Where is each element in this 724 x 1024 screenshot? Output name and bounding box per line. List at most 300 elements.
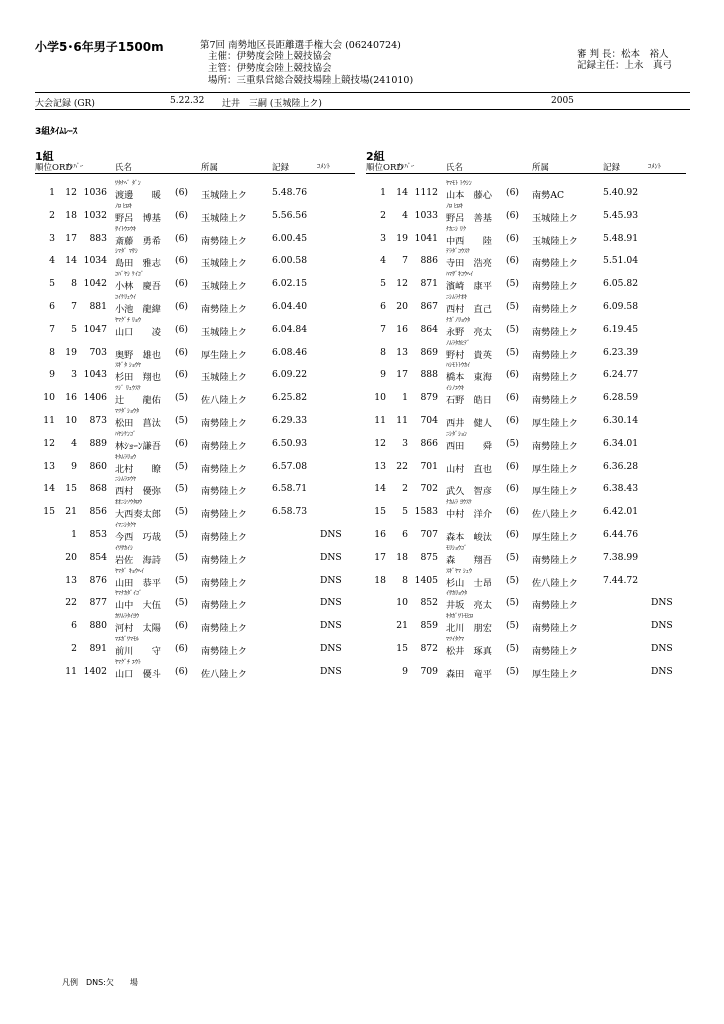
cell-record: 6.34.01 bbox=[603, 437, 639, 449]
cell-team: 南勢陸上ク bbox=[201, 623, 247, 635]
cell-record: 6.50.93 bbox=[272, 437, 308, 449]
cell-ord: 1 bbox=[402, 392, 408, 404]
column-header-team: 所属 bbox=[532, 163, 550, 173]
cell-kana: ﾉﾑﾗﾀｶﾋﾃﾞ bbox=[446, 339, 471, 347]
cell-kana: ｷﾀﾑﾗﾘｮｳ bbox=[115, 453, 137, 461]
cell-grade: (5) bbox=[175, 415, 189, 426]
cell-ord: 6 bbox=[71, 620, 77, 632]
cell-ord: 3 bbox=[71, 369, 77, 381]
cell-team: 厚生陸上ク bbox=[532, 532, 578, 543]
result-row bbox=[35, 499, 365, 529]
cell-team: 玉城陸上ク bbox=[201, 372, 247, 384]
cell-grade: (5) bbox=[506, 301, 520, 312]
cell-grade: (5) bbox=[506, 278, 520, 290]
cell-team: 玉城陸上ク bbox=[201, 258, 247, 270]
cell-rank: 9 bbox=[380, 369, 386, 381]
cell-name: 岩佐 海詩 bbox=[115, 554, 161, 566]
cell-kana: ﾜﾀﾅﾍﾞ ﾀﾞﾝ bbox=[115, 180, 141, 187]
cell-rank: 2 bbox=[49, 209, 55, 221]
cell-rank: 4 bbox=[49, 255, 55, 267]
cell-grade: (5) bbox=[506, 574, 520, 586]
cell-ord: 12 bbox=[396, 278, 408, 290]
cell-team: 玉城陸上ク bbox=[532, 235, 578, 247]
result-row bbox=[366, 590, 696, 620]
cell-record: 6.09.58 bbox=[603, 301, 639, 312]
result-row bbox=[366, 180, 696, 210]
result-row bbox=[366, 202, 696, 233]
cell-no: 702 bbox=[420, 483, 438, 495]
cell-team: 南勢陸上ク bbox=[201, 577, 247, 589]
cell-ord: 16 bbox=[396, 323, 408, 335]
result-row bbox=[35, 476, 365, 506]
cell-comment: DNS bbox=[320, 620, 342, 632]
cell-rank: 5 bbox=[49, 278, 55, 290]
cell-name: 山田 恭平 bbox=[115, 577, 161, 589]
cell-grade: (6) bbox=[175, 323, 189, 335]
cell-ord: 2 bbox=[402, 483, 408, 495]
cell-kana: ﾔﾏﾓﾄ ﾄｳｼﾝ bbox=[446, 180, 472, 187]
cell-rank: 13 bbox=[374, 460, 386, 472]
cell-name: 野呂 善基 bbox=[446, 212, 492, 224]
column-header-rank-ord: 順位ORD bbox=[366, 163, 404, 173]
result-row bbox=[35, 294, 365, 324]
group-title: 1組 bbox=[35, 150, 54, 163]
result-row bbox=[366, 529, 696, 552]
cell-name: 前川 守 bbox=[115, 646, 161, 657]
cell-ord: 7 bbox=[402, 255, 408, 267]
cell-kana: ｶﾜﾑﾗﾀｲﾖｳ bbox=[115, 613, 140, 621]
cell-no: 1047 bbox=[83, 323, 107, 335]
cell-record: 7.44.72 bbox=[603, 574, 639, 586]
cell-grade: (5) bbox=[506, 620, 520, 632]
cell-rank: 10 bbox=[43, 392, 55, 404]
cell-ord: 1 bbox=[71, 529, 77, 540]
cell-no: 866 bbox=[420, 437, 438, 449]
cell-record: 5.51.04 bbox=[603, 255, 639, 267]
cell-comment: DNS bbox=[320, 643, 342, 654]
cell-team: 佐八陸上ク bbox=[201, 395, 247, 407]
header-rule-top bbox=[35, 92, 690, 93]
cell-no: 873 bbox=[89, 415, 107, 426]
cell-grade: (5) bbox=[506, 597, 520, 609]
cell-team: 南勢陸上ク bbox=[201, 646, 247, 657]
cell-name: 西井 健人 bbox=[446, 418, 492, 429]
cell-ord: 21 bbox=[396, 620, 408, 632]
result-row bbox=[35, 180, 365, 210]
cell-grade: (6) bbox=[175, 255, 189, 267]
cell-rank: 16 bbox=[374, 529, 386, 540]
result-row bbox=[366, 271, 696, 301]
cell-record: 6.58.73 bbox=[272, 506, 308, 518]
cell-name: 山本 藤心 bbox=[446, 190, 492, 201]
cell-record: 6.05.82 bbox=[603, 278, 639, 290]
cell-kana: ﾏﾂﾀﾞｼｮｳﾀ bbox=[115, 408, 140, 415]
cell-grade: (6) bbox=[506, 415, 520, 426]
cell-name: 井坂 亮太 bbox=[446, 600, 492, 612]
cell-name: 永野 亮太 bbox=[446, 326, 492, 338]
cell-team: 厚生陸上ク bbox=[201, 349, 247, 361]
result-row bbox=[35, 544, 365, 575]
result-row bbox=[35, 613, 365, 643]
cell-record: 6.00.45 bbox=[272, 232, 308, 244]
column-header-comment: ｺﾒﾝﾄ bbox=[648, 162, 661, 170]
organizer: 主催：伊勢度会陸上競技協会 bbox=[208, 51, 332, 62]
cell-team: 南勢陸上ク bbox=[532, 372, 578, 384]
cell-team: 南勢陸上ク bbox=[532, 623, 578, 635]
result-row bbox=[366, 294, 696, 324]
cell-comment: DNS bbox=[320, 665, 342, 677]
cell-no: 880 bbox=[89, 620, 107, 632]
cell-name: 斎藤 勇希 bbox=[115, 235, 161, 247]
cell-ord: 16 bbox=[65, 392, 77, 404]
cell-name: 中村 洋介 bbox=[446, 509, 492, 521]
cell-no: 1112 bbox=[414, 187, 438, 198]
cell-no: 1402 bbox=[83, 665, 107, 677]
cell-team: 玉城陸上ク bbox=[201, 212, 247, 224]
cell-grade: (6) bbox=[506, 369, 520, 381]
cell-ord: 15 bbox=[396, 643, 408, 654]
column-header-record: 記録 bbox=[272, 163, 290, 173]
cell-no: 881 bbox=[89, 301, 107, 312]
cell-ord: 18 bbox=[65, 209, 77, 221]
cell-no: 879 bbox=[420, 392, 438, 404]
cell-name: 野村 貴英 bbox=[446, 349, 492, 361]
cell-record: 6.44.76 bbox=[603, 529, 639, 540]
result-row bbox=[366, 461, 696, 484]
cell-comment: DNS bbox=[320, 597, 342, 609]
cell-grade: (6) bbox=[506, 232, 520, 244]
column-header-rule bbox=[366, 173, 686, 174]
cell-no: 852 bbox=[420, 597, 438, 609]
cell-record: 6.08.46 bbox=[272, 346, 308, 358]
cell-name: 山中 大伍 bbox=[115, 600, 161, 612]
cell-no: 1041 bbox=[414, 232, 438, 244]
cell-grade: (6) bbox=[175, 369, 189, 381]
cell-grade: (5) bbox=[175, 460, 189, 472]
cell-name: 橋本 東海 bbox=[446, 372, 492, 384]
cell-no: 853 bbox=[89, 529, 107, 540]
result-row bbox=[366, 415, 696, 438]
cell-name: 石野 皓日 bbox=[446, 395, 492, 407]
cell-grade: (6) bbox=[506, 255, 520, 267]
cell-kana: ﾅｶﾑﾗ ﾖｳｽｹ bbox=[446, 499, 472, 507]
cell-ord: 8 bbox=[402, 574, 408, 586]
cell-kana: ｺﾊﾞﾔｼ ｹｲｺﾞ bbox=[115, 271, 144, 279]
cell-ord: 14 bbox=[396, 187, 408, 198]
cell-no: 1405 bbox=[414, 574, 438, 586]
cell-team: 南勢陸上ク bbox=[532, 440, 578, 452]
cell-kana: ｲﾜｻｶｲｼ bbox=[115, 544, 134, 552]
cell-team: 厚生陸上ク bbox=[532, 486, 578, 498]
cell-no: 856 bbox=[89, 506, 107, 518]
cell-kana: ﾔﾏﾀﾞ ｷｮｳﾍｲ bbox=[115, 567, 144, 575]
cell-team: 南勢陸上ク bbox=[201, 600, 247, 612]
cell-no: 1032 bbox=[83, 209, 107, 221]
cell-name: 大西奏太郎 bbox=[115, 509, 161, 521]
cell-kana: ﾓﾘｼｮｳｺﾞ bbox=[446, 544, 468, 552]
cell-rank: 18 bbox=[374, 574, 386, 586]
cell-ord: 19 bbox=[65, 346, 77, 358]
cell-grade: (6) bbox=[506, 483, 520, 495]
cell-grade: (6) bbox=[175, 665, 189, 677]
cell-kana: ｽｷﾞﾀ ｼｮｳﾔ bbox=[115, 362, 141, 370]
cell-no: 703 bbox=[89, 346, 107, 358]
cell-no: 701 bbox=[420, 460, 438, 472]
cell-record: 6.24.77 bbox=[603, 369, 639, 381]
cell-grade: (6) bbox=[506, 460, 520, 472]
cell-team: 南勢陸上ク bbox=[532, 554, 578, 566]
cell-comment: DNS bbox=[651, 643, 673, 654]
column-header-rule bbox=[35, 173, 355, 174]
cell-grade: (6) bbox=[506, 529, 520, 540]
cell-ord: 17 bbox=[65, 232, 77, 244]
result-row bbox=[35, 385, 365, 415]
cell-ord: 7 bbox=[71, 301, 77, 312]
cell-comment: DNS bbox=[651, 620, 673, 632]
cell-rank: 6 bbox=[49, 301, 55, 312]
cell-record: 6.58.71 bbox=[272, 483, 308, 495]
meet-record-time: 5.22.32 bbox=[170, 96, 205, 106]
cell-grade: (5) bbox=[175, 483, 189, 495]
cell-comment: DNS bbox=[320, 529, 342, 540]
cell-record: 6.36.28 bbox=[603, 460, 639, 472]
result-row bbox=[366, 225, 696, 256]
cell-ord: 15 bbox=[65, 483, 77, 495]
cell-record: 5.40.92 bbox=[603, 187, 639, 198]
cell-team: 南勢陸上ク bbox=[201, 532, 247, 543]
cell-ord: 2 bbox=[71, 643, 77, 654]
result-row bbox=[35, 522, 365, 552]
cell-ord: 9 bbox=[71, 460, 77, 472]
cell-record: 6.02.15 bbox=[272, 278, 308, 290]
cell-team: 厚生陸上ク bbox=[532, 463, 578, 475]
cell-no: 886 bbox=[420, 255, 438, 267]
cell-name: 山口 優斗 bbox=[115, 668, 161, 680]
group-title: 2組 bbox=[366, 150, 385, 163]
cell-rank: 12 bbox=[43, 437, 55, 449]
cell-ord: 10 bbox=[65, 415, 77, 426]
cell-ord: 9 bbox=[402, 665, 408, 677]
cell-ord: 20 bbox=[65, 551, 77, 563]
cell-kana: ｲｼﾉﾕｳｷ bbox=[446, 385, 465, 393]
cell-ord: 4 bbox=[71, 437, 77, 449]
cell-team: 南勢陸上ク bbox=[201, 463, 247, 475]
cell-grade: (6) bbox=[175, 346, 189, 358]
cell-name: 辻 龍佑 bbox=[115, 395, 161, 407]
result-row bbox=[35, 430, 365, 461]
cell-rank: 3 bbox=[380, 232, 386, 244]
cell-team: 南勢陸上ク bbox=[201, 235, 247, 247]
cell-name: 北村 瞭 bbox=[115, 463, 161, 475]
cell-record: 5.48.91 bbox=[603, 232, 639, 244]
result-row bbox=[35, 636, 365, 666]
cell-no: 875 bbox=[420, 551, 438, 563]
result-row bbox=[366, 339, 696, 370]
cell-kana: ｼﾏﾀﾞ ﾏｻｼ bbox=[115, 248, 138, 256]
cell-team: 南勢陸上ク bbox=[532, 646, 578, 657]
cell-name: 山口 凌 bbox=[115, 326, 161, 338]
cell-name: 松井 琢真 bbox=[446, 646, 492, 657]
cell-rank: 4 bbox=[380, 255, 386, 267]
cell-no: 891 bbox=[89, 643, 107, 654]
cell-no: 876 bbox=[89, 574, 107, 586]
cell-grade: (6) bbox=[175, 620, 189, 632]
cell-rank: 13 bbox=[43, 460, 55, 472]
result-row bbox=[35, 590, 365, 620]
cell-kana: ﾏｴｶﾞﾜﾏﾓﾙ bbox=[115, 636, 140, 643]
cell-kana: ﾔﾏﾅｶﾀﾞｲｺﾞ bbox=[115, 590, 143, 598]
cell-grade: (5) bbox=[506, 437, 520, 449]
cell-ord: 3 bbox=[402, 437, 408, 449]
cell-comment: DNS bbox=[320, 551, 342, 563]
cell-rank: 14 bbox=[43, 483, 55, 495]
cell-no: 1034 bbox=[83, 255, 107, 267]
cell-kana: ｷﾀｶﾞﾜﾄﾓﾋﾛ bbox=[446, 613, 474, 621]
cell-team: 佐八陸上ク bbox=[201, 668, 247, 680]
cell-record: 6.25.82 bbox=[272, 392, 308, 404]
cell-grade: (6) bbox=[175, 278, 189, 290]
cell-rank: 8 bbox=[49, 346, 55, 358]
cell-grade: (5) bbox=[506, 665, 520, 677]
referee: 審 判 長：松本 裕人 bbox=[577, 49, 669, 60]
column-header-name: 氏名 bbox=[115, 163, 133, 173]
cell-record: 6.23.39 bbox=[603, 346, 639, 358]
cell-no: 864 bbox=[420, 323, 438, 335]
cell-name: 松田 菖汰 bbox=[115, 418, 161, 429]
cell-rank: 1 bbox=[380, 187, 386, 198]
cell-team: 南勢陸上ク bbox=[532, 258, 578, 270]
cell-ord: 13 bbox=[65, 574, 77, 586]
result-row bbox=[35, 362, 365, 392]
cell-ord: 10 bbox=[396, 597, 408, 609]
cell-comment: DNS bbox=[320, 574, 342, 586]
cell-ord: 6 bbox=[402, 529, 408, 540]
cell-rank: 11 bbox=[374, 415, 386, 426]
cell-record: 6.09.22 bbox=[272, 369, 308, 381]
result-row bbox=[35, 248, 365, 278]
result-row bbox=[366, 385, 696, 415]
cell-grade: (6) bbox=[506, 392, 520, 404]
cell-kana: ﾊﾏｻﾞｷｺｳﾍｲ bbox=[446, 271, 474, 279]
cell-no: 709 bbox=[420, 665, 438, 677]
cell-no: 707 bbox=[420, 529, 438, 540]
cell-kana: ﾂｼﾞ ﾘｭｳｽｹ bbox=[115, 385, 141, 393]
cell-team: 玉城陸上ク bbox=[201, 281, 247, 293]
cell-grade: (5) bbox=[175, 597, 189, 609]
cell-name: 森田 竜平 bbox=[446, 668, 492, 680]
result-row bbox=[366, 362, 696, 392]
result-row bbox=[35, 347, 365, 370]
result-row bbox=[35, 408, 365, 438]
cell-record: 6.38.43 bbox=[603, 483, 639, 495]
cell-comment: DNS bbox=[651, 597, 673, 609]
cell-name: 杉田 翔也 bbox=[115, 372, 161, 384]
cell-rank: 11 bbox=[43, 415, 55, 426]
cell-name: 山村 直也 bbox=[446, 463, 492, 475]
cell-record: 5.48.76 bbox=[272, 187, 308, 198]
cell-no: 869 bbox=[420, 346, 438, 358]
result-row bbox=[366, 636, 696, 666]
cell-ord: 20 bbox=[396, 301, 408, 312]
cell-team: 南勢AC bbox=[532, 190, 565, 201]
cell-grade: (5) bbox=[175, 529, 189, 540]
supervisor: 主管：伊勢度会陸上競技協会 bbox=[208, 63, 332, 74]
cell-kana: ﾆｼﾑﾗﾕｳﾔ bbox=[115, 476, 137, 484]
cell-no: 704 bbox=[420, 415, 438, 426]
cell-ord: 21 bbox=[65, 506, 77, 518]
result-row bbox=[35, 202, 365, 233]
cell-rank: 7 bbox=[380, 323, 386, 335]
cell-rank: 8 bbox=[380, 346, 386, 358]
cell-name: 森 翔吾 bbox=[446, 554, 492, 566]
result-row bbox=[366, 316, 696, 347]
cell-ord: 4 bbox=[402, 209, 408, 221]
cell-record: 7.38.99 bbox=[603, 551, 639, 563]
cell-record: 6.19.45 bbox=[603, 323, 639, 335]
result-row bbox=[366, 248, 696, 278]
cell-ord: 18 bbox=[396, 551, 408, 563]
cell-name: 林ｼｮｰﾝ謙吾 bbox=[115, 440, 161, 452]
cell-grade: (6) bbox=[175, 232, 189, 244]
cell-ord: 8 bbox=[71, 278, 77, 290]
column-header-comment: ｺﾒﾝﾄ bbox=[317, 162, 330, 170]
cell-name: 西村 優弥 bbox=[115, 486, 161, 498]
cell-name: 森本 峻汰 bbox=[446, 532, 492, 543]
meet-record-label: 大会記録 (GR) bbox=[35, 99, 95, 109]
cell-kana: ﾔﾏｸﾞﾁ ﾘｮｳ bbox=[115, 316, 141, 324]
cell-ord: 19 bbox=[396, 232, 408, 244]
cell-name: 杉山 士昂 bbox=[446, 577, 492, 589]
cell-grade: (6) bbox=[506, 506, 520, 518]
cell-no: 854 bbox=[89, 551, 107, 563]
cell-rank: 9 bbox=[49, 369, 55, 381]
cell-name: 野呂 博基 bbox=[115, 212, 161, 224]
cell-kana: ﾅｶﾞﾉﾘｮｳﾀ bbox=[446, 316, 471, 324]
cell-grade: (6) bbox=[175, 187, 189, 198]
cell-kana: ｻｲﾄｳﾕｳｷ bbox=[115, 225, 137, 233]
cell-record: 6.00.58 bbox=[272, 255, 308, 267]
result-row bbox=[366, 613, 696, 643]
cell-rank: 6 bbox=[380, 301, 386, 312]
cell-team: 厚生陸上ク bbox=[532, 668, 578, 680]
cell-record: 5.45.93 bbox=[603, 209, 639, 221]
cell-ord: 5 bbox=[402, 506, 408, 518]
legend: 凡例 DNS:欠 場 bbox=[62, 978, 138, 987]
result-row bbox=[366, 544, 696, 575]
cell-name: 中西 陸 bbox=[446, 235, 492, 247]
meet-name: 第7回 南勢地区長距離選手権大会 (06240724) bbox=[200, 40, 401, 51]
cell-ord: 22 bbox=[65, 597, 77, 609]
cell-no: 860 bbox=[89, 460, 107, 472]
result-row bbox=[35, 316, 365, 347]
round-title: 3組ﾀｲﾑﾚｰｽ bbox=[35, 127, 78, 137]
cell-record: 6.57.08 bbox=[272, 460, 308, 472]
cell-record: 5.56.56 bbox=[272, 209, 308, 221]
cell-name: 西村 直己 bbox=[446, 304, 492, 315]
cell-no: 888 bbox=[420, 369, 438, 381]
cell-rank: 2 bbox=[380, 209, 386, 221]
cell-record: 6.28.59 bbox=[603, 392, 639, 404]
column-header-number: ﾅﾝﾊﾞｰ bbox=[67, 162, 84, 170]
result-row bbox=[35, 658, 365, 689]
cell-rank: 12 bbox=[374, 437, 386, 449]
cell-rank: 14 bbox=[374, 483, 386, 495]
column-header-team: 所属 bbox=[201, 163, 219, 173]
cell-kana: ﾉﾛ ﾋﾛｷ bbox=[115, 202, 132, 210]
cell-kana: ﾉﾛ ﾋﾛｷ bbox=[446, 202, 463, 210]
cell-name: 小林 慶吾 bbox=[115, 281, 161, 293]
cell-team: 南勢陸上ク bbox=[532, 281, 578, 293]
